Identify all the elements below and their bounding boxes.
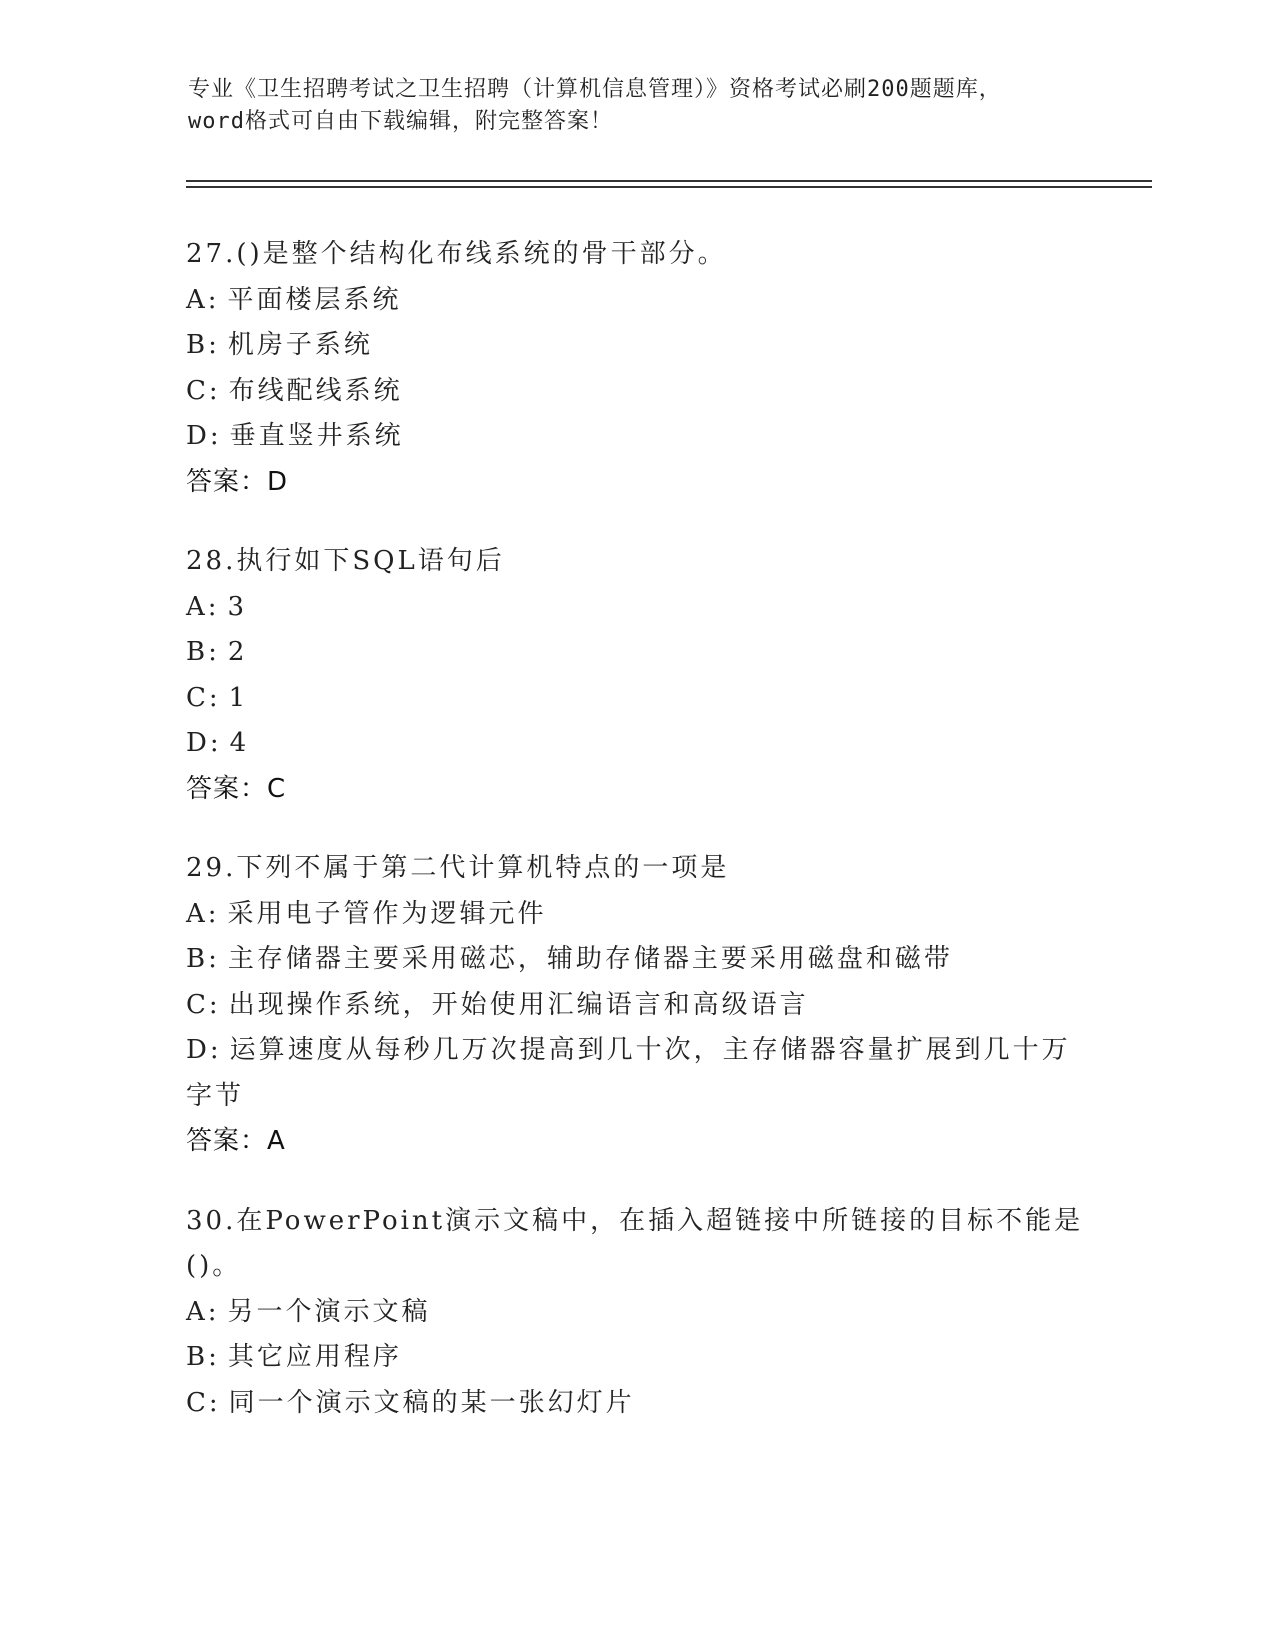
option-letter: B [186,330,209,360]
option-letter: D [186,1035,210,1065]
option-separator: : [208,682,221,713]
option-letter: C [186,1387,209,1418]
answer-option [186,585,1086,631]
question-block [186,1199,1086,1427]
answer-option [186,676,1086,722]
answer-key: 答案：C [186,773,287,804]
option-text: 1 [228,682,249,713]
option-separator: : [209,421,222,451]
option-letter: A [186,591,208,622]
answer-option [186,630,1086,676]
answer-option [186,983,1086,1029]
option-separator: : [207,1296,220,1327]
answer-option [186,937,1086,983]
question-stem: 27.()是整个结构化布线系统的骨干部分。 [186,239,727,269]
option-letter: D [186,421,210,451]
question-stem: 28.执行如下SQL语句后 [186,546,505,576]
document-header [188,74,1088,138]
option-separator: : [209,1035,222,1065]
option-text: 其它应用程序 [227,1342,402,1372]
option-letter: A [186,284,208,315]
answer-option [186,1381,1086,1427]
option-separator: : [208,330,220,360]
answer-option [186,278,1086,324]
option-separator: : [208,375,221,406]
option-text: 3 [227,591,248,622]
option-letter: A [186,898,208,929]
option-text-continuation: 字节 [186,1080,245,1111]
option-text: 出现操作系统，开始使用汇编语言和高级语言 [228,989,809,1020]
option-letter: B [186,944,209,974]
answer-option [186,721,1086,767]
option-text: 4 [229,728,250,758]
option-letter: D [186,728,210,758]
option-letter: B [186,637,209,667]
option-text: 机房子系统 [227,330,373,360]
option-separator: : [208,989,221,1020]
question-block [186,232,1086,505]
option-text: 布线配线系统 [228,375,403,406]
option-separator: : [207,284,220,315]
option-text: 平面楼层系统 [227,284,402,315]
answer-option [186,1335,1086,1381]
question-stem: 30.在PowerPoint演示文稿中，在插入超链接中所链接的目标不能是 [186,1205,1084,1236]
option-text: 另一个演示文稿 [227,1296,431,1327]
header-line-1: 专业《卫生招聘考试之卫生招聘（计算机信息管理）》资格考试必刷200题题库， [188,77,1002,102]
answer-key: 答案：D [186,466,289,497]
question-block [186,539,1086,812]
answer-option [186,1028,1086,1074]
option-separator: : [208,944,220,974]
header-divider-bottom [186,186,1152,188]
option-text: 2 [227,637,248,667]
option-letter: B [186,1342,209,1372]
option-text: 同一个演示文稿的某一张幻灯片 [228,1387,635,1418]
option-separator: : [207,591,220,622]
option-separator: : [208,637,220,667]
option-letter: A [186,1296,208,1327]
option-separator: : [208,1342,220,1372]
question-block [186,846,1086,1165]
option-separator: : [208,1387,221,1418]
option-text: 主存储器主要采用磁芯，辅助存储器主要采用磁盘和磁带 [227,944,953,974]
option-text: 采用电子管作为逻辑元件 [227,898,547,929]
option-text: 垂直竖井系统 [229,421,404,451]
header-line-2: word格式可自由下载编辑，附完整答案！ [188,109,613,134]
option-letter: C [186,989,209,1020]
header-divider-top [186,180,1152,182]
option-separator: : [207,898,220,929]
answer-option [186,323,1086,369]
answer-key: 答案：A [186,1126,286,1156]
question-stem: ()。 [186,1251,242,1281]
option-text: 运算速度从每秒几万次提高到几十次，主存储器容量扩展到几十万 [229,1035,1071,1065]
question-list [186,232,1086,1460]
answer-option [186,1290,1086,1336]
answer-option [186,414,1086,460]
answer-option [186,892,1086,938]
option-letter: C [186,375,209,406]
answer-option [186,369,1086,415]
option-separator: : [209,728,222,758]
option-letter: C [186,682,209,713]
question-stem: 29.下列不属于第二代计算机特点的一项是 [186,853,730,883]
